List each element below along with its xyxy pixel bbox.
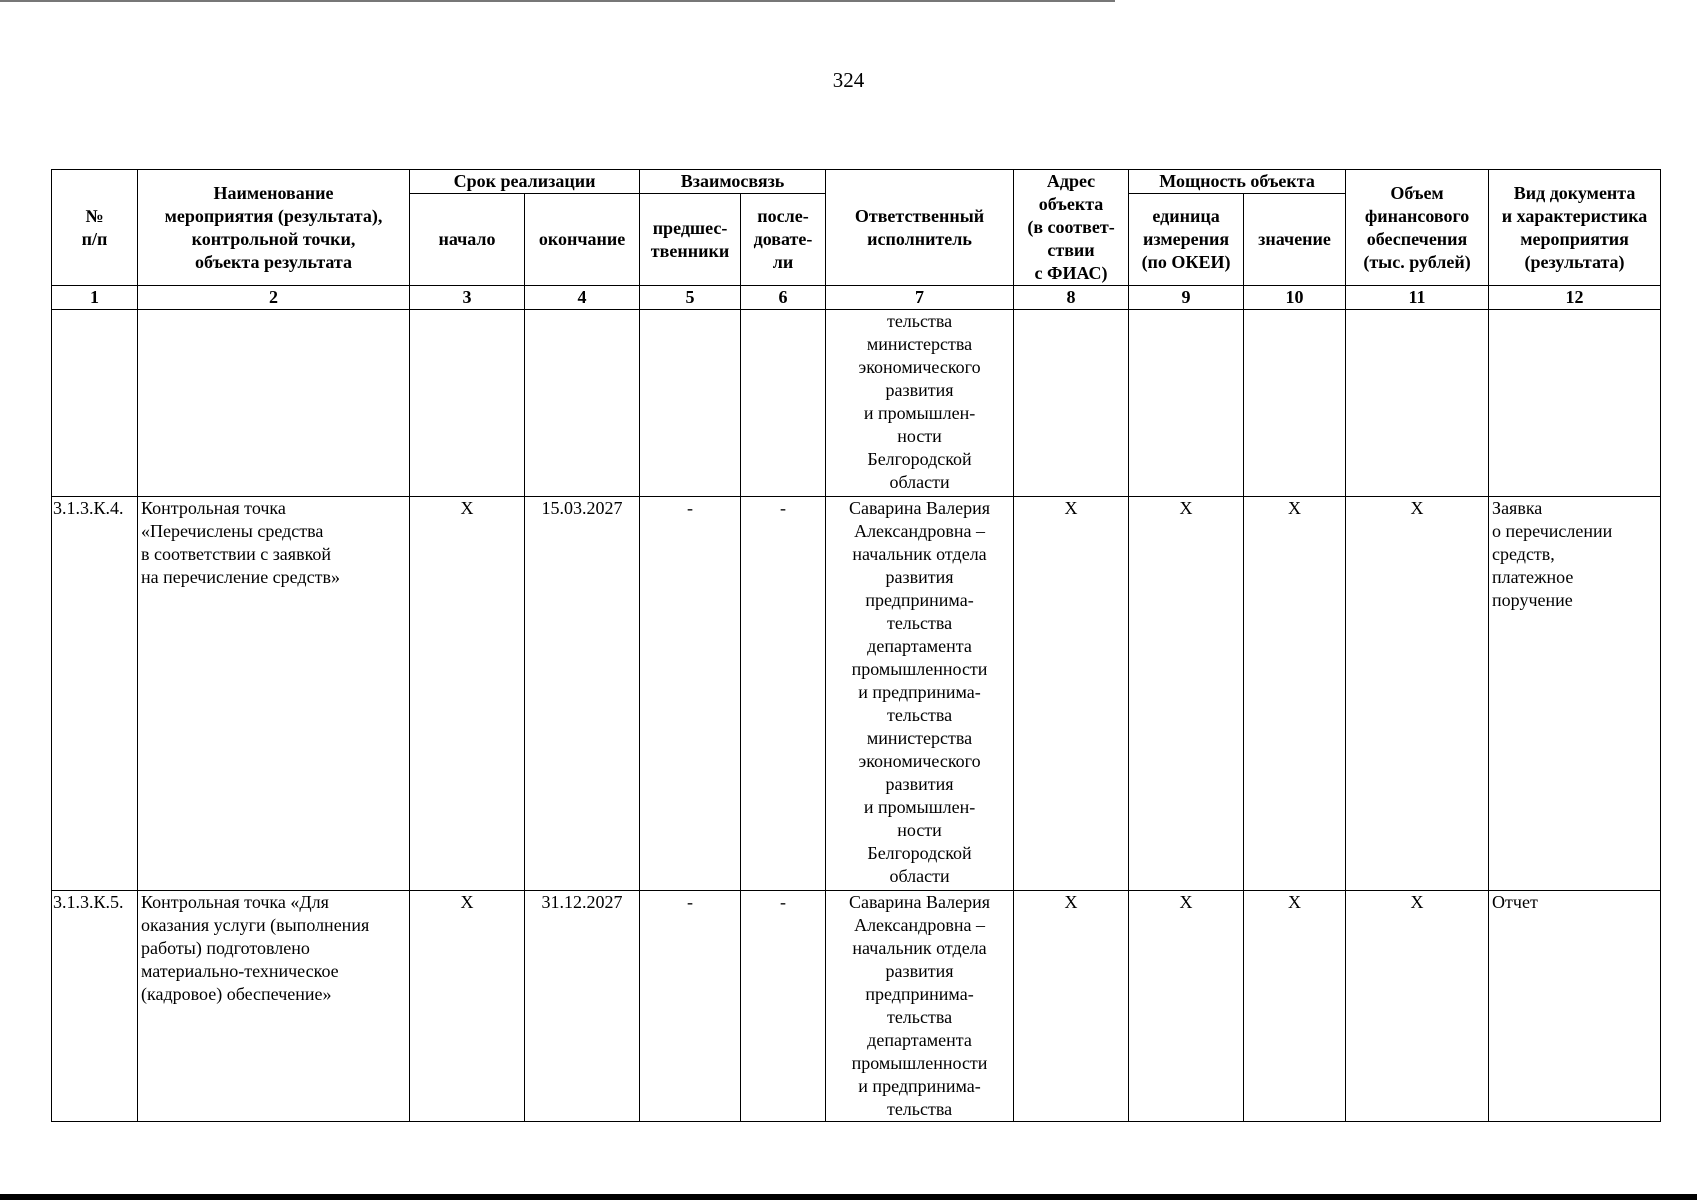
text-line: Адрес bbox=[1046, 171, 1096, 191]
text-line: промышленности bbox=[851, 1053, 988, 1073]
column-number: 1 bbox=[52, 286, 138, 310]
text-line: контрольной точки, bbox=[191, 228, 356, 249]
text-line: тельства bbox=[886, 705, 953, 725]
column-number: 2 bbox=[138, 286, 410, 310]
text-line: материально-техническое bbox=[141, 961, 339, 981]
text-line: Белгородской bbox=[867, 449, 972, 469]
text-line: ности bbox=[897, 820, 942, 840]
header-value: значение bbox=[1244, 194, 1346, 286]
header-row-top bbox=[52, 170, 1661, 194]
text-line: развития bbox=[885, 961, 954, 981]
text-line: Заявка bbox=[1492, 498, 1543, 518]
text-line: объекта результата bbox=[195, 251, 352, 272]
header-finance bbox=[1346, 170, 1489, 286]
row-name bbox=[138, 891, 410, 1122]
top-rule bbox=[0, 0, 1115, 2]
text-line: Саварина Валерия bbox=[849, 498, 991, 518]
row-name bbox=[138, 310, 410, 497]
text-line: и характеристика bbox=[1501, 205, 1648, 226]
row-pred bbox=[640, 310, 741, 497]
text-line: Контрольная точка «Для bbox=[141, 892, 329, 912]
row-address bbox=[1014, 310, 1129, 497]
row-address: X bbox=[1014, 497, 1129, 891]
header-unit bbox=[1129, 194, 1244, 286]
row-end: 15.03.2027 bbox=[525, 497, 640, 891]
column-number: 12 bbox=[1489, 286, 1661, 310]
text-line: предшес- bbox=[652, 217, 728, 238]
text-line: экономического bbox=[858, 357, 981, 377]
plan-table bbox=[51, 169, 1661, 1122]
column-number: 4 bbox=[525, 286, 640, 310]
text-line: ли bbox=[772, 252, 794, 273]
text-line: твенники bbox=[650, 240, 730, 261]
text-line: Ответственный bbox=[854, 205, 985, 226]
text-line: Александровна – bbox=[854, 915, 985, 935]
header-start: начало bbox=[410, 194, 525, 286]
row-code bbox=[52, 310, 138, 497]
text-line: поручение bbox=[1492, 590, 1573, 610]
row-pred: - bbox=[640, 891, 741, 1122]
text-line: (в соответ- bbox=[1027, 217, 1115, 237]
row-address: X bbox=[1014, 891, 1129, 1122]
header-group-power: Мощность объекта bbox=[1129, 170, 1346, 194]
text-line: мероприятия (результата), bbox=[164, 205, 383, 226]
text-line: исполнитель bbox=[867, 228, 972, 249]
column-number: 6 bbox=[741, 286, 826, 310]
text-line: Саварина Валерия bbox=[849, 892, 991, 912]
header-succ bbox=[741, 194, 826, 286]
text-line: (тыс. рублей) bbox=[1363, 251, 1471, 272]
header-group-link: Взаимосвязь bbox=[640, 170, 826, 194]
text-line: промышленности bbox=[851, 659, 988, 679]
text-line: и промышлен- bbox=[863, 797, 976, 817]
row-unit bbox=[1129, 310, 1244, 497]
text-line: платежное bbox=[1492, 567, 1574, 587]
text-line: п/п bbox=[81, 228, 108, 249]
table-row bbox=[52, 310, 1661, 497]
table-row bbox=[52, 497, 1661, 891]
text-line: тельства bbox=[886, 1007, 953, 1027]
text-line: развития bbox=[885, 567, 954, 587]
text-line: министерства bbox=[866, 728, 973, 748]
text-line: развития bbox=[885, 380, 954, 400]
text-line: Отчет bbox=[1492, 892, 1538, 912]
header-num bbox=[52, 170, 138, 286]
text-line: министерства bbox=[866, 334, 973, 354]
column-number: 10 bbox=[1244, 286, 1346, 310]
header-group-term: Срок реализации bbox=[410, 170, 640, 194]
text-line: после- bbox=[757, 206, 809, 227]
text-line: начальник отдела bbox=[852, 544, 987, 564]
row-responsible bbox=[826, 497, 1014, 891]
text-line: Наименование bbox=[213, 182, 334, 203]
text-line: ствии bbox=[1047, 240, 1095, 260]
text-line: № bbox=[85, 205, 104, 226]
row-unit: X bbox=[1129, 497, 1244, 891]
row-pred: - bbox=[640, 497, 741, 891]
text-line: Белгородской bbox=[867, 843, 972, 863]
row-succ: - bbox=[741, 497, 826, 891]
row-finance: X bbox=[1346, 497, 1489, 891]
text-line: объекта bbox=[1038, 194, 1104, 214]
text-line: на перечисление средств» bbox=[141, 567, 340, 587]
text-line: средств, bbox=[1492, 544, 1555, 564]
column-number: 5 bbox=[640, 286, 741, 310]
text-line: довате- bbox=[753, 229, 813, 250]
text-line: области bbox=[889, 472, 950, 492]
column-number: 11 bbox=[1346, 286, 1489, 310]
row-responsible bbox=[826, 310, 1014, 497]
text-line: Контрольная точка bbox=[141, 498, 286, 518]
row-code: 3.1.3.К.4. bbox=[52, 497, 138, 891]
row-start bbox=[410, 310, 525, 497]
text-line: и промышлен- bbox=[863, 403, 976, 423]
text-line: экономического bbox=[858, 751, 981, 771]
row-unit: X bbox=[1129, 891, 1244, 1122]
text-line: «Перечислены средства bbox=[141, 521, 324, 541]
row-succ bbox=[741, 310, 826, 497]
row-start: X bbox=[410, 891, 525, 1122]
text-line: тельства bbox=[886, 1099, 953, 1119]
row-value: X bbox=[1244, 891, 1346, 1122]
text-line: работы) подготовлено bbox=[141, 938, 310, 958]
bottom-band bbox=[0, 1194, 1697, 1200]
text-line: департамента bbox=[867, 636, 972, 656]
row-finance bbox=[1346, 310, 1489, 497]
text-line: единица bbox=[1152, 206, 1220, 227]
row-value: X bbox=[1244, 497, 1346, 891]
column-number: 3 bbox=[410, 286, 525, 310]
text-line: предпринима- bbox=[865, 984, 974, 1004]
column-number: 8 bbox=[1014, 286, 1129, 310]
text-line: тельства bbox=[886, 613, 953, 633]
row-doc bbox=[1489, 310, 1661, 497]
text-line: тельства bbox=[886, 311, 953, 331]
header-name bbox=[138, 170, 410, 286]
text-line: развития bbox=[885, 774, 954, 794]
row-doc bbox=[1489, 891, 1661, 1122]
text-line: ности bbox=[897, 426, 942, 446]
row-finance: X bbox=[1346, 891, 1489, 1122]
text-line: Объем bbox=[1390, 182, 1444, 203]
page-number: 324 bbox=[832, 68, 865, 92]
text-line: (кадровое) обеспечение» bbox=[141, 984, 332, 1004]
text-line: финансового bbox=[1364, 205, 1470, 226]
row-doc bbox=[1489, 497, 1661, 891]
header-responsible bbox=[826, 170, 1014, 286]
text-line: начальник отдела bbox=[852, 938, 987, 958]
text-line: измерения bbox=[1142, 229, 1230, 250]
text-line: области bbox=[889, 866, 950, 886]
row-code: 3.1.3.К.5. bbox=[52, 891, 138, 1122]
text-line: (результата) bbox=[1524, 251, 1625, 272]
header-address bbox=[1014, 170, 1129, 286]
text-line: Александровна – bbox=[854, 521, 985, 541]
row-name bbox=[138, 497, 410, 891]
text-line: Вид документа bbox=[1513, 182, 1636, 203]
text-line: и предпринима- bbox=[858, 682, 981, 702]
text-line: предпринима- bbox=[865, 590, 974, 610]
column-number: 9 bbox=[1129, 286, 1244, 310]
header-doc bbox=[1489, 170, 1661, 286]
text-line: (по ОКЕИ) bbox=[1141, 252, 1231, 273]
text-line: и предпринима- bbox=[858, 1076, 981, 1096]
text-line: о перечислении bbox=[1492, 521, 1613, 541]
row-start: X bbox=[410, 497, 525, 891]
column-number-row bbox=[52, 286, 1661, 310]
table-row bbox=[52, 891, 1661, 1122]
text-line: обеспечения bbox=[1366, 228, 1468, 249]
row-value bbox=[1244, 310, 1346, 497]
row-responsible bbox=[826, 891, 1014, 1122]
text-line: в соответствии с заявкой bbox=[141, 544, 332, 564]
text-line: мероприятия bbox=[1520, 228, 1629, 249]
row-end: 31.12.2027 bbox=[525, 891, 640, 1122]
row-end bbox=[525, 310, 640, 497]
header-pred bbox=[640, 194, 741, 286]
text-line: департамента bbox=[867, 1030, 972, 1050]
column-number: 7 bbox=[826, 286, 1014, 310]
row-succ: - bbox=[741, 891, 826, 1122]
text-line: оказания услуги (выполнения bbox=[141, 915, 370, 935]
header-end: окончание bbox=[525, 194, 640, 286]
text-line: с ФИАС) bbox=[1034, 263, 1108, 283]
